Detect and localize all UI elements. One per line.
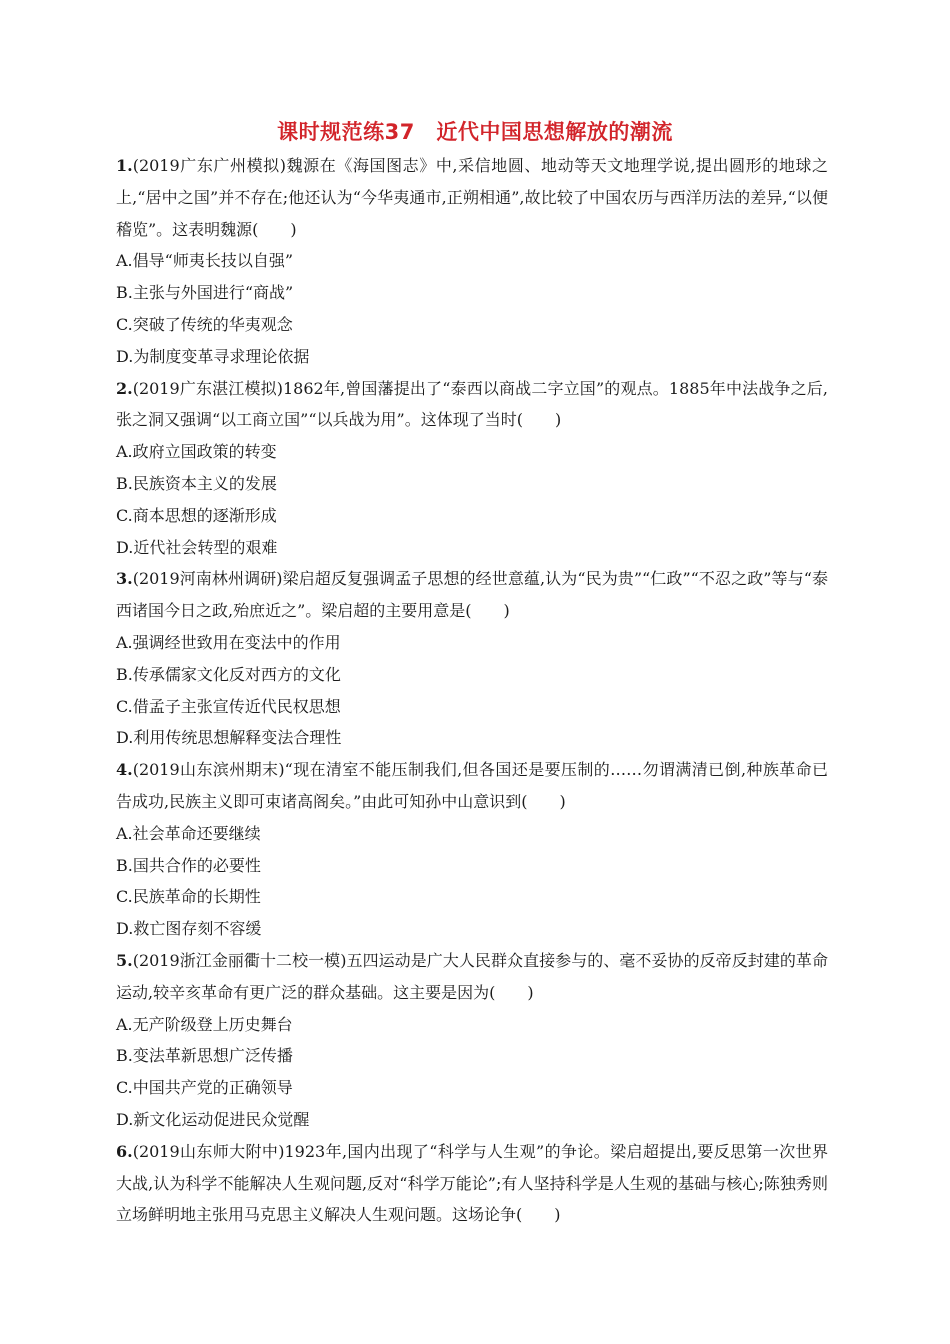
- question-stem: [116, 1136, 828, 1231]
- question-text: (2019广东广州模拟)魏源在《海国图志》中,采信地圆、地动等天文地理学说,提出圆形的地球之上,“居中之国”并不存在;他还认为“今华夷通市,正朔相通”,故比较了中国农历与西洋历法的差异,“以便稽览”。这表明魏源( ): [116, 156, 828, 239]
- question-number: 4.: [116, 760, 133, 780]
- option-d: D.新文化运动促进民众觉醒: [116, 1109, 310, 1129]
- question-text: (2019浙江金丽衢十二校一模)五四运动是广大人民群众直接参与的、毫不妥协的反帝反封建的革命运动,较辛亥革命有更广泛的群众基础。这主要是因为( ): [116, 950, 828, 1002]
- option-d: D.为制度变革寻求理论依据: [116, 346, 310, 366]
- option-c: C.突破了传统的华夷观念: [116, 314, 293, 334]
- option-c: C.民族革命的长期性: [116, 887, 261, 907]
- question-4: [116, 754, 828, 945]
- question-text: (2019河南林州调研)梁启超反复强调孟子思想的经世意蕴,认为“民为贵”“仁政”“不忍之政”等与“泰西诸国今日之政,殆庶近之”。梁启超的主要用意是( ): [116, 569, 828, 621]
- question-1: [116, 150, 828, 373]
- question-text: (2019广东湛江模拟)1862年,曾国藩提出了“泰西以商战二字立国”的观点。1885年中法战争之后,张之洞又强调“以工商立国”“以兵战为用”。这体现了当时( ): [116, 378, 828, 430]
- option-b: B.国共合作的必要性: [116, 855, 261, 875]
- question-stem: [116, 150, 828, 245]
- option-d: D.利用传统思想解释变法合理性: [116, 728, 342, 748]
- option-a: A.政府立国政策的转变: [116, 442, 277, 462]
- question-2: [116, 373, 828, 564]
- question-number: 2.: [116, 378, 133, 398]
- question-stem: [116, 945, 828, 1009]
- option-a: A.无产阶级登上历史舞台: [116, 1014, 293, 1034]
- question-text: (2019山东师大附中)1923年,国内出现了“科学与人生观”的争论。梁启超提出,要反思第一次世界大战,认为科学不能解决人生观问题,反对“科学万能论”;有人坚持科学是人生观的基础与核心;陈独秀则立场鲜明地主张用马克思主义解决人生观问题。这场论争( ): [116, 1141, 828, 1225]
- question-stem: [116, 563, 828, 627]
- question-3: [116, 563, 828, 754]
- option-c: C.借孟子主张宣传近代民权思想: [116, 696, 341, 716]
- option-a: A.强调经世致用在变法中的作用: [116, 632, 341, 652]
- question-6: [116, 1136, 828, 1231]
- option-a: A.社会革命还要继续: [116, 823, 261, 843]
- option-b: B.变法革新思想广泛传播: [116, 1046, 293, 1066]
- option-b: B.传承儒家文化反对西方的文化: [116, 664, 341, 684]
- question-number: 3.: [116, 569, 133, 589]
- page-title: 课时规范练37 近代中国思想解放的潮流: [277, 120, 673, 144]
- question-5: [116, 945, 828, 1136]
- option-b: B.民族资本主义的发展: [116, 473, 277, 493]
- option-c: C.商本思想的逐渐形成: [116, 505, 277, 525]
- question-text: (2019山东滨州期末)“现在清室不能压制我们,但各国还是要压制的……勿谓满清已倒,种族革命已告成功,民族主义即可束诸高阁矣。”由此可知孙中山意识到( ): [116, 760, 828, 811]
- option-d: D.近代社会转型的艰难: [116, 537, 278, 557]
- question-list: [116, 150, 828, 1231]
- question-number: 1.: [116, 156, 133, 175]
- question-stem: [116, 373, 828, 437]
- option-a: A.倡导“师夷长技以自强”: [116, 251, 294, 271]
- question-number: 6.: [116, 1141, 133, 1161]
- question-stem: [116, 754, 828, 818]
- option-b: B.主张与外国进行“商战”: [116, 283, 294, 303]
- option-c: C.中国共产党的正确领导: [116, 1078, 293, 1098]
- question-number: 5.: [116, 950, 133, 970]
- option-d: D.救亡图存刻不容缓: [116, 919, 262, 939]
